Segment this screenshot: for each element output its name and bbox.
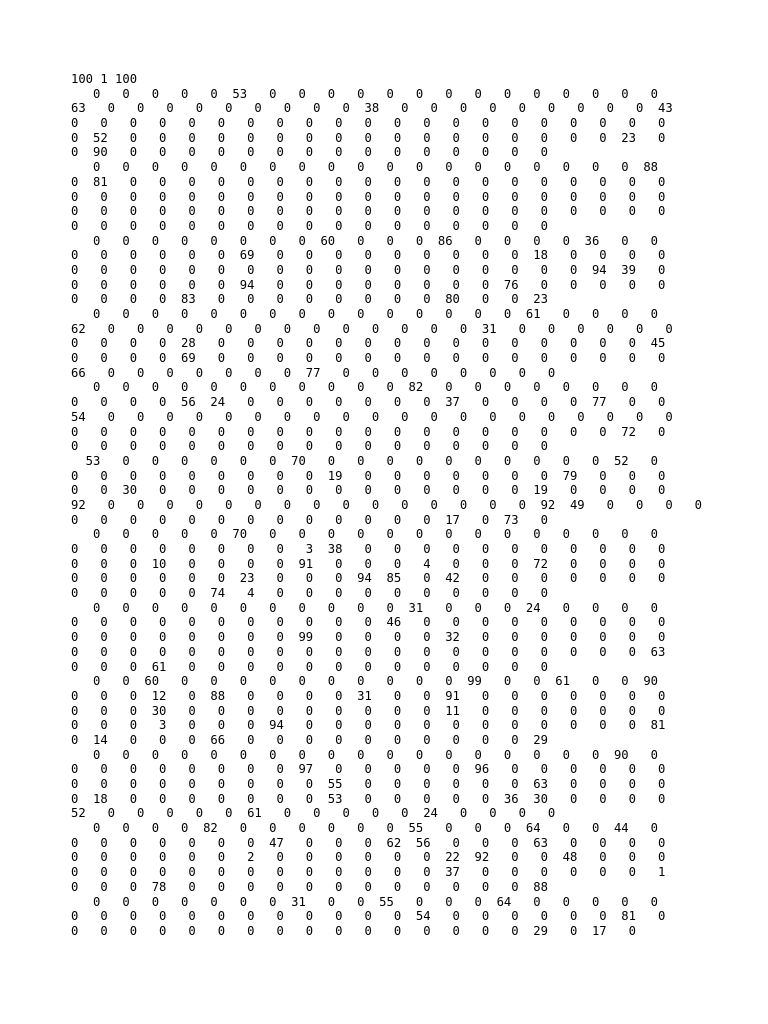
text-line: 0 0 0 0 0 0 0 0 0 55 0 0 0 0 0 0 63 0 0 0 0: [71, 777, 666, 791]
text-line: 0 0 0 0 56 24 0 0 0 0 0 0 0 37 0 0 0 0 77 0 0: [71, 395, 666, 410]
text-line: 0 0 0 78 0 0 0 0 0 0 0 0 0 0 0 0 88: [71, 879, 548, 894]
text-line: 0 0 0 0 0 0 94 0 0 0 0 0 0 0 0 76 0 0 0 0 0: [71, 277, 666, 292]
text-line: 0 0 0 0 0 74 4 0 0 0 0 0 0 0 0 0 0: [71, 586, 548, 601]
text-line: 52 0 0 0 0 0 61 0 0 0 0 0 24 0 0 0 0: [71, 806, 556, 821]
text-line: 0 90 0 0 0 0 0 0 0 0 0 0 0 0 0 0 0: [71, 145, 548, 160]
text-line: 54 0 0 0 0 0 0 0 0 0 0 0 0 0 0 0 0 0 0 0 0: [71, 409, 673, 424]
text-line: 0 0 0 0 0 0 23 0 0 0 94 85 0 42 0 0 0 0 0 0 0: [71, 571, 666, 586]
text-line: 0 0 0 0 0 70 0 0 0 0 0 0 0 0 0 0 0 0 0 0: [71, 527, 658, 542]
text-line: 0 0 0 12 0 88 0 0 0 0 31 0 0 91 0 0 0 0 0 0 0: [71, 688, 666, 703]
text-line: 0 0 0 10 0 0 0 0 91 0 0 0 4 0 0 0 72 0 0 0 0: [71, 556, 666, 571]
text-line: 63 0 0 0 0 0 0 0 0 0 38 0 0 0 0 0 0 0 0 0 43: [71, 101, 673, 116]
text-line: 0 0 0 0 0 0 0 0 0 0 0 82 0 0 0 0 0 0 0 0: [71, 380, 658, 395]
text-line: 0 0 0 0 0 0 0 0 3 38 0 0 0 0 0 0 0 0 0 0 0: [71, 542, 666, 556]
text-line: 0 14 0 0 0 66 0 0 0 0 0 0 0 0 0 0 29: [71, 732, 548, 747]
text-line: 0 0 0 0 0 0 0 0 0 0 0 0 0 0 0 0 0 0 90 0: [71, 747, 658, 762]
text-line: 0 0 0 0 0 0 0 47 0 0 0 62 56 0 0 0 63 0 0 0 0: [71, 835, 666, 850]
text-line: 0 0 0 0 69 0 0 0 0 0 0 0 0 0 0 0 0 0 0 0 0: [71, 351, 666, 366]
text-line: 0 0 30 0 0 0 0 0 0 0 0 0 0 0 0 0 19 0 0 0 0: [71, 483, 666, 498]
text-line: 0 0 0 0 0 0 0 0 0 0 0 0 0 17 0 73 0: [71, 512, 548, 527]
text-line: 0 0 0 0 0 0 0 0 0 0 0 0 0 0 0 0 0 0 0 72 0: [71, 424, 666, 439]
text-line: 0 0 0 0 0 0 0 0 0 0 0 0 0 0 0 0 0 0 0 0 0: [71, 189, 666, 204]
text-line: 0 0 60 0 0 0 0 0 0 0 0 0 0 99 0 0 61 0 0 90: [71, 674, 658, 689]
text-line: 0 0 0 0 0 0 0 0 0 0 0 0 0 0 0 0 0 0 94 39 0: [71, 262, 666, 277]
text-line: 0 0 0 0 83 0 0 0 0 0 0 0 0 80 0 0 23: [71, 292, 548, 307]
text-line: 0 0 0 0 0 0 0 31 0 0 55 0 0 0 64 0 0 0 0 0: [71, 894, 658, 909]
text-line: 0 0 0 0 0 0 0 0 0 19 0 0 0 0 0 0 0 79 0 0 0: [71, 468, 666, 483]
text-line: 0 0 0 0 0 0 0 0 0 0 0 31 0 0 0 24 0 0 0 0: [71, 600, 658, 615]
text-line: 0 0 0 0 0 0 0 0 0 0 0 0 0 0 0 0 29 0 17 0: [71, 923, 636, 938]
text-line: 0 0 0 0 0 0 0 0 0 0 0 0 0 0 0 0 0 0 0 88: [71, 160, 658, 175]
text-line: 0 0 0 0 0 0 0 0 0 0 0 0 0 0 0 0 0 0 0 0 63: [71, 644, 666, 659]
text-line: 0 0 0 0 0 0 69 0 0 0 0 0 0 0 0 0 18 0 0 0 0: [71, 248, 666, 263]
text-line: 0 0 0 0 0 0 0 0 0 0 0 0 0 0 0 0 0: [71, 218, 548, 233]
text-line: 0 0 0 0 0 0 0 0 0 0 0 46 0 0 0 0 0 0 0 0 0: [71, 615, 666, 630]
text-line: 0 0 0 0 0 0 0 0 0 0 0 0 0 0 0 0 0 0 0 0 0: [71, 116, 666, 131]
text-line: 0 0 0 0 0 0 2 0 0 0 0 0 0 22 92 0 0 48 0 0 0: [71, 850, 666, 865]
text-line: 0 0 0 30 0 0 0 0 0 0 0 0 0 11 0 0 0 0 0 0 0: [71, 703, 666, 718]
text-line: 0 0 0 3 0 0 0 94 0 0 0 0 0 0 0 0 0 0 0 0 81: [71, 718, 666, 733]
document-text: [71, 72, 761, 939]
text-line: 0 18 0 0 0 0 0 0 0 53 0 0 0 0 0 36 30 0 0 0 0: [71, 791, 666, 806]
text-line: 0 0 0 0 0 0 0 0 0 0 0 0 0 37 0 0 0 0 0 0 1: [71, 865, 666, 880]
text-line: 100 1 100: [71, 72, 138, 86]
text-line: 0 0 0 0 0 0 0 0 0 0 0 0 0 0 0 0 0 0 0 0 0: [71, 204, 666, 219]
text-line: 92 0 0 0 0 0 0 0 0 0 0 0 0 0 0 0 92 49 0 0 0 0: [71, 497, 703, 512]
text-line: 0 81 0 0 0 0 0 0 0 0 0 0 0 0 0 0 0 0 0 0 0: [71, 174, 666, 189]
text-line: 0 0 0 0 0 0 0 0 99 0 0 0 0 32 0 0 0 0 0 0 0: [71, 630, 666, 645]
text-line: 53 0 0 0 0 0 0 70 0 0 0 0 0 0 0 0 0 0 52 0: [71, 453, 658, 468]
text-line: 0 0 0 0 0 0 0 0 0 0 0 0 0 0 0 61 0 0 0 0: [71, 307, 658, 321]
text-line: 0 0 0 0 0 53 0 0 0 0 0 0 0 0 0 0 0 0 0 0: [71, 86, 658, 101]
text-line: 0 0 0 0 0 0 0 0 0 0 0 0 0 0 0 0 0: [71, 439, 548, 454]
text-line: 0 0 0 0 0 0 0 0 60 0 0 0 86 0 0 0 0 36 0 0: [71, 233, 658, 248]
text-line: 0 0 0 0 28 0 0 0 0 0 0 0 0 0 0 0 0 0 0 0 45: [71, 336, 666, 351]
text-line: 0 0 0 0 0 0 0 0 97 0 0 0 0 0 96 0 0 0 0 0 0: [71, 762, 666, 777]
text-line: 0 0 0 61 0 0 0 0 0 0 0 0 0 0 0 0 0: [71, 659, 548, 674]
text-line: 66 0 0 0 0 0 0 0 77 0 0 0 0 0 0 0 0: [71, 365, 556, 380]
text-line: 0 52 0 0 0 0 0 0 0 0 0 0 0 0 0 0 0 0 0 23 0: [71, 130, 666, 145]
text-line: 0 0 0 0 0 0 0 0 0 0 0 0 54 0 0 0 0 0 0 81 0: [71, 909, 666, 924]
text-line: 0 0 0 0 82 0 0 0 0 0 0 55 0 0 0 64 0 0 44 0: [71, 821, 658, 836]
text-line: 62 0 0 0 0 0 0 0 0 0 0 0 0 0 31 0 0 0 0 0 0: [71, 321, 673, 336]
